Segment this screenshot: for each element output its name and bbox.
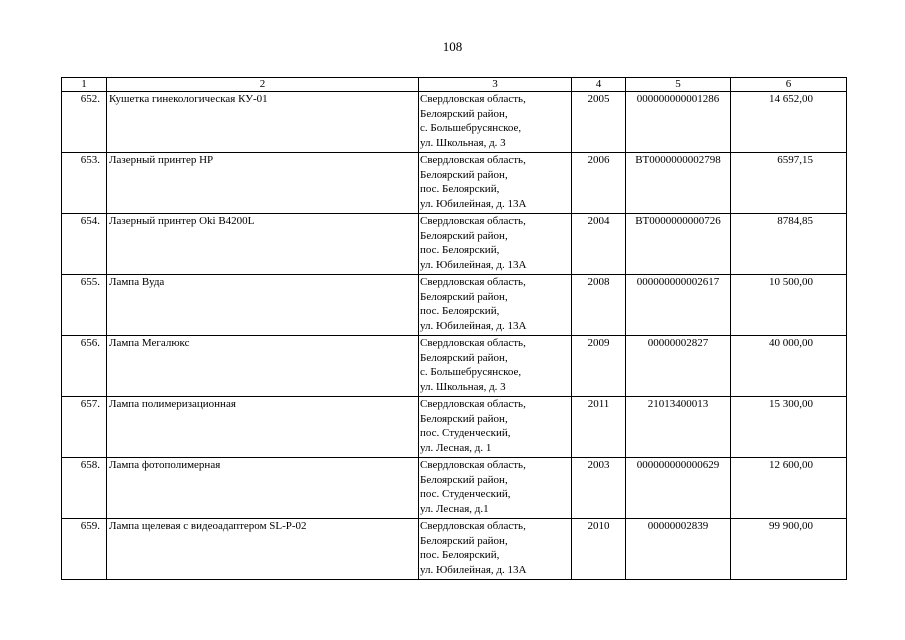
address-line: Свердловская область, (420, 398, 526, 410)
address-line: пос. Белоярский, (420, 183, 500, 196)
address-line: пос. Белоярский, (420, 244, 500, 257)
address-line: Свердловская область, (420, 93, 526, 105)
inventory-number: 00000002839 (626, 519, 731, 580)
address-line: Свердловская область, (420, 276, 526, 288)
address-line: Свердловская область, (420, 215, 526, 227)
item-name: Кушетка гинекологическая КУ-01 (107, 92, 419, 153)
item-amount: 8784,85 (731, 214, 847, 275)
address-line: с. Большебрусянское, (420, 366, 522, 379)
item-year: 2006 (572, 153, 626, 214)
item-year: 2010 (572, 519, 626, 580)
table-row (62, 397, 847, 458)
address-line: Белоярский район, (420, 229, 508, 242)
item-year: 2008 (572, 275, 626, 336)
address-line: ул. Школьная, д. 3 (420, 380, 506, 393)
item-address (419, 92, 572, 153)
inventory-number: 000000000001286 (626, 92, 731, 153)
column-header-4: 4 (572, 78, 626, 92)
item-name: Лампа щелевая с видеоадаптером SL-P-02 (107, 519, 419, 580)
row-number: 654. (62, 214, 107, 275)
item-name: Лампа Вуда (107, 275, 419, 336)
item-address (419, 153, 572, 214)
address-line: ул. Юбилейная, д. 13А (420, 319, 527, 332)
table-header (62, 78, 847, 92)
item-amount: 99 900,00 (731, 519, 847, 580)
item-address (419, 336, 572, 397)
item-address (419, 458, 572, 519)
address-line: пос. Студенческий, (420, 427, 511, 440)
item-amount: 40 000,00 (731, 336, 847, 397)
address-line: с. Большебрусянское, (420, 122, 522, 135)
table-row (62, 336, 847, 397)
address-line: ул. Юбилейная, д. 13А (420, 197, 527, 210)
item-name: Лампа полимеризационная (107, 397, 419, 458)
address-line: ул. Юбилейная, д. 13А (420, 258, 527, 271)
table-row (62, 214, 847, 275)
address-line: ул. Лесная, д.1 (420, 502, 489, 515)
item-year: 2003 (572, 458, 626, 519)
address-line: пос. Студенческий, (420, 488, 511, 501)
address-line: пос. Белоярский, (420, 305, 500, 318)
table-row (62, 275, 847, 336)
column-header-1: 1 (62, 78, 107, 92)
address-line: Белоярский район, (420, 351, 508, 364)
inventory-number: 21013400013 (626, 397, 731, 458)
table-row (62, 519, 847, 580)
address-line: Свердловская область, (420, 520, 526, 532)
row-number: 655. (62, 275, 107, 336)
address-line: ул. Лесная, д. 1 (420, 441, 492, 454)
address-line: ул. Юбилейная, д. 13А (420, 563, 527, 576)
row-number: 659. (62, 519, 107, 580)
row-number: 653. (62, 153, 107, 214)
inventory-table (61, 77, 847, 580)
item-amount: 6597,15 (731, 153, 847, 214)
page-number: 108 (442, 39, 463, 54)
address-line: Белоярский район, (420, 290, 508, 303)
address-line: Белоярский район, (420, 168, 508, 181)
item-name: Лампа Мегалюкс (107, 336, 419, 397)
column-header-5: 5 (626, 78, 731, 92)
item-name: Лампа фотополимерная (107, 458, 419, 519)
row-number: 658. (62, 458, 107, 519)
item-name: Лазерный принтер Oki B4200L (107, 214, 419, 275)
item-amount: 14 652,00 (731, 92, 847, 153)
item-address (419, 214, 572, 275)
column-header-6: 6 (731, 78, 847, 92)
item-amount: 12 600,00 (731, 458, 847, 519)
item-address (419, 519, 572, 580)
row-number: 656. (62, 336, 107, 397)
address-line: Свердловская область, (420, 459, 526, 471)
item-amount: 15 300,00 (731, 397, 847, 458)
column-header-3: 3 (419, 78, 572, 92)
inventory-number: 000000000000629 (626, 458, 731, 519)
address-line: ул. Школьная, д. 3 (420, 136, 506, 149)
inventory-number: ВТ0000000002798 (626, 153, 731, 214)
inventory-number: 00000002827 (626, 336, 731, 397)
item-address (419, 397, 572, 458)
item-name: Лазерный принтер HP (107, 153, 419, 214)
address-line: Свердловская область, (420, 154, 526, 166)
column-header-2: 2 (107, 78, 419, 92)
address-line: Белоярский район, (420, 534, 508, 547)
table-row (62, 92, 847, 153)
address-line: Белоярский район, (420, 412, 508, 425)
item-address (419, 275, 572, 336)
header-row (62, 78, 847, 92)
inventory-number: ВТ0000000000726 (626, 214, 731, 275)
row-number: 652. (62, 92, 107, 153)
table-body (62, 92, 847, 580)
table-row (62, 458, 847, 519)
item-year: 2005 (572, 92, 626, 153)
address-line: Белоярский район, (420, 473, 508, 486)
row-number: 657. (62, 397, 107, 458)
table-row (62, 153, 847, 214)
address-line: пос. Белоярский, (420, 549, 500, 562)
item-year: 2011 (572, 397, 626, 458)
address-line: Свердловская область, (420, 337, 526, 349)
item-amount: 10 500,00 (731, 275, 847, 336)
item-year: 2004 (572, 214, 626, 275)
item-year: 2009 (572, 336, 626, 397)
address-line: Белоярский район, (420, 107, 508, 120)
inventory-number: 000000000002617 (626, 275, 731, 336)
